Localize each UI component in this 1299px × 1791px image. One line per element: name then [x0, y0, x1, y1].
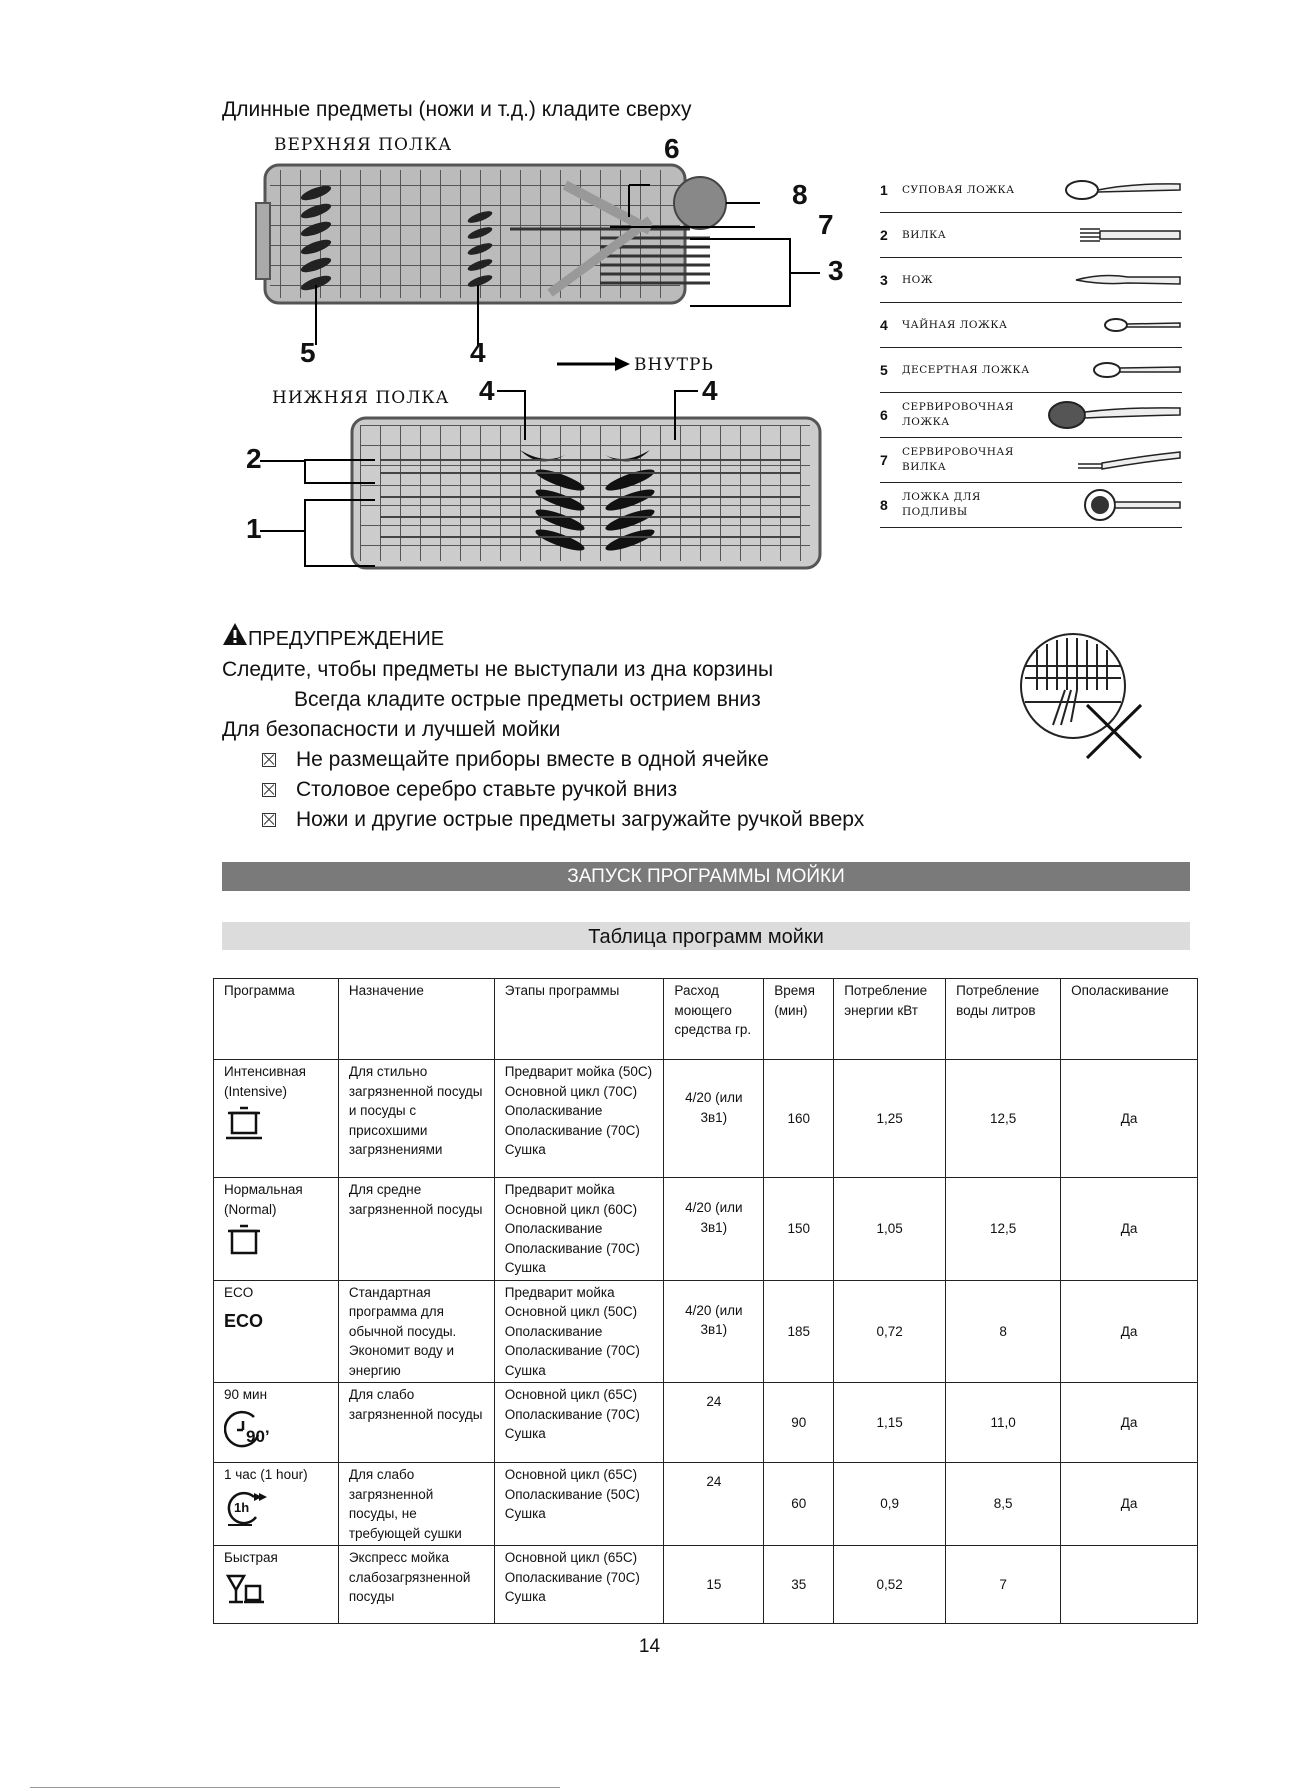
energy-cell: 0,52 [834, 1546, 946, 1624]
header-stages: Этапы программы [494, 979, 664, 1060]
clock-90-label: 90’ [246, 1426, 270, 1446]
legend-name: ВИЛКА [902, 228, 947, 241]
fork-icon [1037, 223, 1182, 247]
program-cell [214, 1463, 339, 1546]
legend-row [880, 348, 1182, 393]
legend-row [880, 393, 1182, 438]
normal-pot-icon [224, 1223, 328, 1263]
time-cell: 35 [764, 1546, 834, 1624]
detergent-cell: 15 [664, 1546, 764, 1624]
program-cell [214, 1280, 339, 1383]
legend-row [880, 483, 1182, 528]
section-title-bar: ЗАПУСК ПРОГРАММЫ МОЙКИ [222, 862, 1190, 891]
legend-row [880, 258, 1182, 303]
lower-shelf-label: НИЖНЯЯ ПОЛКА [272, 388, 450, 408]
legend-number: 4 [880, 317, 888, 333]
bullet-text: Столовое серебро ставьте ручкой вниз [296, 778, 678, 801]
page-number: 14 [638, 1636, 661, 1657]
detergent-cell [664, 1280, 764, 1383]
bullet-box-icon [262, 813, 276, 827]
program-name: 1 час (1 hour) [224, 1467, 308, 1482]
legend-number: 3 [880, 272, 888, 288]
detergent-value: 4/20 (или 3в1) [685, 1090, 743, 1125]
stages-cell: Предварит мойка Основной цикл (60С) Ополаскивание Ополаскивание (70С) Сушка [494, 1178, 664, 1281]
stages-cell: Основной цикл (65С) Ополаскивание (70С) Сушка [494, 1546, 664, 1624]
teaspoon-icon [1037, 314, 1182, 336]
program-name: 90 мин [224, 1387, 268, 1402]
program-name: Нормальная (Normal) [224, 1182, 303, 1217]
table-title-bar: Таблица программ мойки [222, 922, 1190, 950]
detergent-cell: 24 [664, 1383, 764, 1463]
legend-name: СЕРВИРОВОЧНАЯ ВИЛКА [902, 446, 1014, 473]
intensive-pot-icon [224, 1105, 328, 1147]
legend-number: 8 [880, 497, 888, 513]
basket-bottom-illustration [1015, 630, 1145, 765]
legend-name: СУПОВАЯ ЛОЖКА [902, 183, 1015, 196]
warning-title-text: ПРЕДУПРЕЖДЕНИЕ [248, 627, 445, 650]
time-cell: 160 [764, 1060, 834, 1178]
rinse-cell: Да [1061, 1280, 1198, 1383]
stages-cell: Основной цикл (65С) Ополаскивание (50С) Сушка [494, 1463, 664, 1546]
table-row [214, 1383, 1198, 1463]
warning-line-3: Для безопасности и лучшей мойки [222, 718, 561, 741]
bullet-box-icon [262, 783, 276, 797]
energy-cell: 0,72 [834, 1280, 946, 1383]
time-cell: 185 [764, 1280, 834, 1383]
legend-number: 2 [880, 227, 888, 243]
callout-4-lower-left: 4 [479, 375, 495, 406]
callout-3: 3 [828, 255, 844, 286]
purpose-cell: Для стильно загрязненной посуды и посуды с присохшими загрязнениями [338, 1060, 494, 1178]
warning-block [222, 622, 864, 835]
table-header-row [214, 979, 1198, 1060]
rinse-cell: Да [1061, 1178, 1198, 1281]
water-cell: 8 [946, 1280, 1061, 1383]
legend-name: НОЖ [902, 273, 934, 286]
callout-5: 5 [300, 337, 316, 368]
dessert-spoon-icon [1037, 358, 1182, 382]
water-cell: 8,5 [946, 1463, 1061, 1546]
water-cell: 12,5 [946, 1178, 1061, 1281]
legend-row [880, 438, 1182, 483]
purpose-cell: Для слабо загрязненной посуды [338, 1383, 494, 1463]
bottom-divider [30, 1787, 560, 1788]
basket-diagram [220, 125, 870, 595]
legend-number: 1 [880, 182, 888, 198]
rinse-cell: Да [1061, 1060, 1198, 1178]
detergent-value: 4/20 (или 3в1) [685, 1302, 743, 1338]
time-cell: 90 [764, 1383, 834, 1463]
legend-number: 7 [880, 452, 888, 468]
soup-spoon-icon [1037, 175, 1182, 205]
time-cell: 60 [764, 1463, 834, 1546]
water-cell: 12,5 [946, 1060, 1061, 1178]
rinse-cell [1061, 1546, 1198, 1624]
quick-glass-icon [224, 1572, 328, 1612]
table-row [214, 1463, 1198, 1546]
serving-fork-icon [1037, 446, 1182, 474]
callout-8: 8 [792, 179, 808, 210]
water-cell: 11,0 [946, 1383, 1061, 1463]
program-cell [214, 1383, 339, 1463]
purpose-cell: Для средне загрязненной посуды [338, 1178, 494, 1281]
detergent-cell [664, 1178, 764, 1281]
program-cell [214, 1178, 339, 1281]
warning-title [222, 622, 864, 655]
warning-icon [222, 622, 248, 655]
header-detergent: Расход моющего средства гр. [664, 979, 764, 1060]
header-program: Программа [214, 979, 339, 1060]
detergent-value: 4/20 (или 3в1) [685, 1200, 743, 1235]
energy-cell: 1,15 [834, 1383, 946, 1463]
energy-cell: 1,25 [834, 1060, 946, 1178]
callout-4-upper: 4 [470, 337, 486, 368]
program-cell [214, 1546, 339, 1624]
bullet-text: Не размещайте приборы вместе в одной ячейке [296, 748, 769, 771]
stages-cell: Предварит мойка Основной цикл (50С) Ополаскивание Ополаскивание (70С) Сушка [494, 1280, 664, 1383]
legend-name: СЕРВИРОВОЧНАЯ ЛОЖКА [902, 401, 1014, 428]
table-row [214, 1060, 1198, 1178]
warning-bullet [222, 805, 864, 835]
energy-cell: 0,9 [834, 1463, 946, 1546]
callout-2: 2 [246, 443, 262, 474]
program-name: Интенсивная (Intensive) [224, 1064, 310, 1099]
rinse-cell: Да [1061, 1383, 1198, 1463]
detergent-cell: 24 [664, 1463, 764, 1546]
header-water: Потребление воды литров [946, 979, 1061, 1060]
stages-cell: Предварит мойка (50С) Основной цикл (70С) Ополаскивание Ополаскивание (70С) Сушка [494, 1060, 664, 1178]
table-row [214, 1178, 1198, 1281]
program-name: ECO [224, 1284, 254, 1300]
legend-row [880, 213, 1182, 258]
basket-illustration [220, 125, 870, 595]
rinse-cell: Да [1061, 1463, 1198, 1546]
legend-row [880, 168, 1182, 213]
stages-cell: Основной цикл (65С) Ополаскивание (70С) Сушка [494, 1383, 664, 1463]
eco-icon: ECO [224, 1311, 264, 1331]
callout-1: 1 [246, 513, 262, 544]
water-cell: 7 [946, 1546, 1061, 1624]
purpose-cell: Стандартная программа для обычной посуды. Экономит воду и энергию [338, 1280, 494, 1383]
clock-90-icon [224, 1409, 328, 1449]
program-name: Быстрая [224, 1550, 278, 1565]
one-hour-icon [224, 1489, 328, 1529]
table-row [214, 1546, 1198, 1624]
legend-number: 6 [880, 407, 888, 423]
program-table [213, 978, 1198, 1624]
warning-line-2: Всегда кладите острые предметы острием вниз [294, 688, 761, 711]
callout-7: 7 [818, 209, 834, 240]
upper-shelf-label: ВЕРХНЯЯ ПОЛКА [274, 135, 453, 155]
gravy-ladle-icon [1037, 485, 1182, 525]
legend-row [880, 303, 1182, 348]
purpose-cell: Экспресс мойка слабозагрязненной посуды [338, 1546, 494, 1624]
bullet-box-icon [262, 753, 276, 767]
header-rinse: Ополаскивание [1061, 979, 1198, 1060]
warning-bullet [222, 745, 864, 775]
detergent-cell [664, 1060, 764, 1178]
legend-name: ЛОЖКА ДЛЯ ПОДЛИВЫ [902, 491, 981, 518]
one-hour-label: 1h [234, 1499, 250, 1515]
serving-spoon-icon [1037, 397, 1182, 433]
legend-name: ЧАЙНАЯ ЛОЖКА [902, 318, 1008, 331]
legend-name: ДЕСЕРТНАЯ ЛОЖКА [902, 363, 1030, 376]
time-cell: 150 [764, 1178, 834, 1281]
knife-icon [1037, 269, 1182, 291]
long-items-note: Длинные предметы (ножи и т.д.) кладите сверху [222, 98, 692, 121]
cutlery-legend [880, 168, 1182, 528]
warning-bullet [222, 775, 864, 805]
direction-label: ВНУТРЬ [634, 355, 714, 375]
legend-number: 5 [880, 362, 888, 378]
energy-cell: 1,05 [834, 1178, 946, 1281]
table-row [214, 1280, 1198, 1383]
callout-6: 6 [664, 133, 680, 164]
header-time: Время (мин) [764, 979, 834, 1060]
warning-line-1: Следите, чтобы предметы не выступали из дна корзины [222, 658, 774, 681]
header-purpose: Назначение [338, 979, 494, 1060]
bullet-text: Ножи и другие острые предметы загружайте ручкой вверх [296, 808, 865, 831]
callout-4-lower-right: 4 [702, 375, 718, 406]
program-cell [214, 1060, 339, 1178]
purpose-cell: Для слабо загрязненной посуды, не требующей сушки [338, 1463, 494, 1546]
header-energy: Потребление энергии кВт [834, 979, 946, 1060]
